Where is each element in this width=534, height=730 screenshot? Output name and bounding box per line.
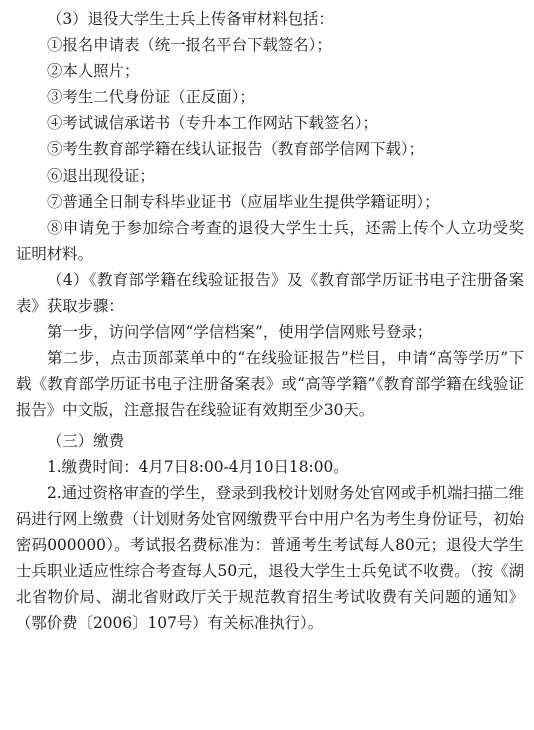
paragraph-materials-heading: （3）退役大学生士兵上传备审材料包括： xyxy=(47,10,334,28)
paragraph-item-5: ⑤考生教育部学籍在线认证报告（教育部学信网下载）； xyxy=(47,140,425,159)
paragraph-item-7: ⑦普通全日制专科毕业证书（应届毕业生提供学籍证明）； xyxy=(47,192,440,211)
paragraph-steps-heading: （4）《教育部学籍在线验证报告》及《教育部学历证书电子注册备案表》获取步骤： xyxy=(16,270,524,316)
paragraph-fee-time: 1.缴费时间：4月7日8:00-4月10日18:00。 xyxy=(47,457,349,476)
section-heading-fee: （三）缴费 xyxy=(47,431,124,450)
paragraph-fee-details: 2.通过资格审查的学生，登录到我校计划财务处官网或手机端扫描二维码进行网上缴费（计划财务处官网缴费平台中用户名为考生身份证号，初始密码000000）。考试报名费标准为：普通考生考试每人80元；退役大学生士兵职业适应性综合考查每人50元，退役大学生士兵免试不收费。（按《湖北省物价局、湖北省财政厅关于规范教育招生考试收费有关问题的通知》（鄂价费〔2006〕107号）有关标准执行）。 xyxy=(16,483,524,633)
paragraph-item-3: ③考生二代身份证（正反面）； xyxy=(47,88,255,107)
paragraph-item-4: ④考试诚信承诺书（专升本工作网站下载签名）； xyxy=(47,114,378,133)
paragraph-item-8: ⑧申请免于参加综合考查的退役大学生士兵，还需上传个人立功受奖证明材料。 xyxy=(16,218,524,263)
paragraph-item-6: ⑥退出现役证； xyxy=(47,166,155,185)
paragraph-step-1: 第一步，访问学信网“学信档案”，使用学信网账号登录； xyxy=(47,323,433,342)
paragraph-step-2: 第二步，点击顶部菜单中的“在线验证报告”栏目，申请“高等学历”下载《教育部学历证书电子注册备案表》或“高等学籍”《教育部学籍在线验证报告》中文版，注意报告在线验证有效期至少30天。 xyxy=(16,349,524,420)
paragraph-item-2: ②本人照片； xyxy=(47,62,140,81)
paragraph-item-1: ①报名申请表（统一报名平台下载签名）； xyxy=(47,36,332,55)
